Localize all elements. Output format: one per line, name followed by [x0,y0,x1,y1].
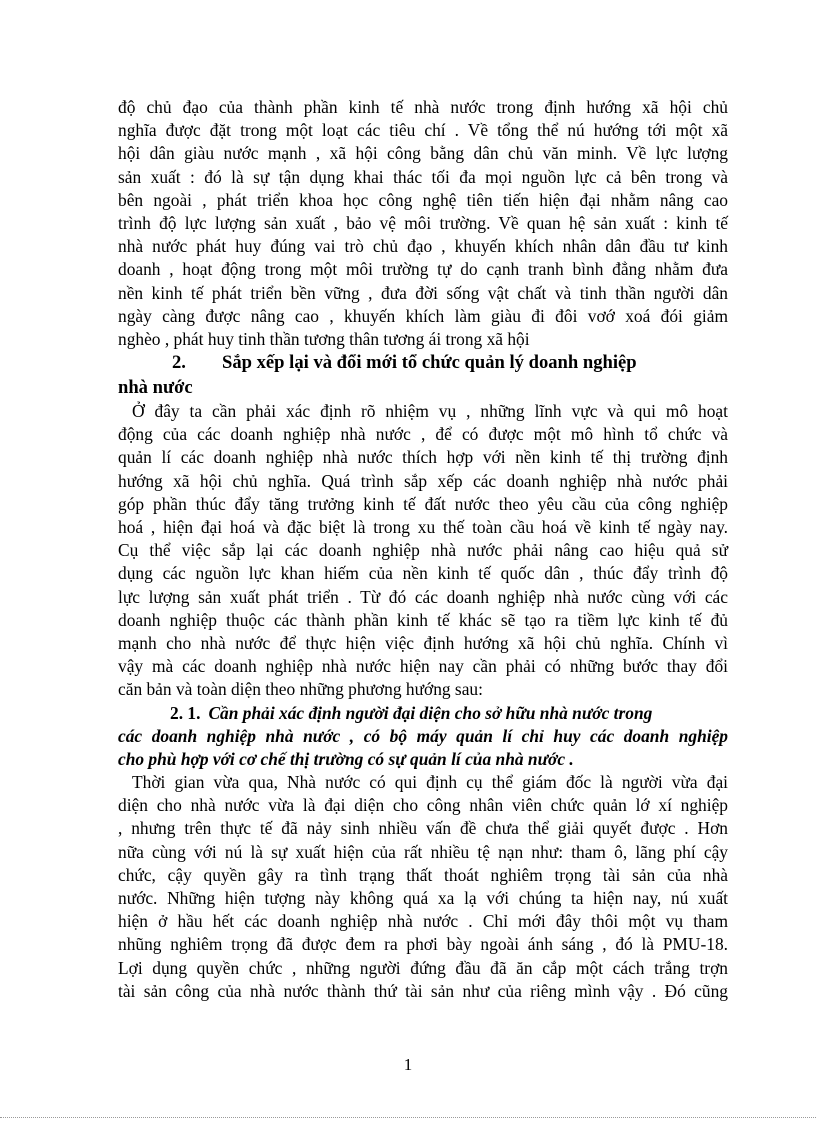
subsection-title-line [118,702,728,725]
text-line: , nhưng trên thực tế đã nảy sinh nhiều vấn đề chưa thể giải quyết được . Hơn [118,818,728,839]
text-line: lực lượng sản xuất phát triển . Từ đó các doanh nghiệp nhà nước cùng với các [118,586,728,607]
body-text [118,96,728,1003]
text-line: mạnh cho nhà nước để thực hiện việc định hướng xã hội chủ nghĩa. Chính vì [118,632,728,653]
text-line: nền kinh tế phát triển bền vững , đưa đời sống vật chất và tinh thần người dân [118,282,728,303]
text-line: nữa cùng với nú là sự xuất hiện của rất nhiều tệ nạn như: tham ô, lãng phí cậy [118,841,728,862]
text-line: dụng các nguồn lực khan hiếm của nền kinh tế quốc dân , thúc đẩy trình độ [118,563,728,584]
text-line: bên ngoài , phát triển khoa học công nghệ tiên tiến hiện đại nhằm nâng cao [118,189,728,210]
subsection-title-line: các doanh nghiệp nhà nước , có bộ máy quản lí chỉ huy các doanh nghiệp [118,725,728,746]
page-bottom-border [0,1117,816,1118]
text-line: Cụ thể việc sắp lại các doanh nghiệp nhà nước phải nâng cao hiệu quả sử [118,540,728,561]
text-line: chức, cậy quyền gây ra tình trạng thất thoát nghiêm trọng tài sản của nhà [118,864,728,885]
text-line: góp phần thúc đẩy tăng trưởng kinh tế đất nước theo yêu cầu của công nghiệp [118,493,728,514]
subsection-title: Cần phải xác định người đại diện cho sở hữu nhà nước trong [208,702,653,723]
text-line: nghĩa được đặt trong một loạt các tiêu chí . Về tổng thể nú hướng tới một xã [118,120,728,141]
subsection-number: 2. 1. [170,702,201,723]
text-line: hiện ở hầu hết các doanh nghiệp nhà nước . Chỉ mới đây thôi một vụ tham [118,911,728,932]
intro-paragraph [118,96,728,351]
text-line: tài sản công của nhà nước thành thứ tài sản như của riêng mình vậy . Đó cũng [118,980,728,1001]
text-line: Ở đây ta cần phải xác định rõ nhiệm vụ , những lĩnh vực và qui mô hoạt [132,401,728,422]
text-line: hoá , hiện đại hoá và đặc biệt là trong xu thế toàn cầu hoá về kinh tế ngày nay. [118,517,728,537]
text-line: động của các doanh nghiệp nhà nước , để có được một mô hình tổ chức và [118,424,728,445]
section-title: Sắp xếp lại và đổi mới tổ chức quản lý doanh nghiệp [222,352,637,374]
section-title-continued: nhà nước [118,376,193,398]
text-line: trình độ lực lượng sản xuất , bảo vệ môi trường. Về quan hệ sản xuất : kinh tế [118,212,728,233]
text-line: doanh , hoạt động trong một môi trường tự do cạnh tranh bình đẳng nhằm đưa [118,259,728,280]
subsection-2-1-paragraph [118,771,728,1003]
section-2-heading [118,351,728,376]
text-line: căn bản và toàn diện theo những phương hướng sau: [118,679,483,700]
text-line: doanh nghiệp thuộc các thành phần kinh tế khác sẽ tạo ra tiềm lực kinh tế đủ [118,609,728,630]
section-number: 2. [172,352,186,374]
text-line: độ chủ đạo của thành phần kinh tế nhà nước trong định hướng xã hội chủ [118,97,728,117]
text-line: Lợi dụng quyền chức , những người đứng đầu đã ăn cắp một cách trắng trợn [118,957,728,978]
subsection-2-1-heading [118,702,728,772]
page-number: 1 [403,1055,413,1074]
text-line: hướng xã hội chủ nghĩa. Quá trình sắp xếp các doanh nghiệp nhà nước phải [118,470,728,491]
text-line: ngày càng được nâng cao , khuyến khích làm giàu đi đôi vơớ xoá đói giảm [118,305,728,326]
text-line: Thời gian vừa qua, Nhà nước có qui định cụ thể giám đốc là người vừa đại [132,772,728,793]
text-line: nhà nước phát huy đúng vai trò chủ đạo , khuyến khích nhân dân đầu tư kinh [118,236,728,257]
text-line: hội dân giàu nước mạnh , xã hội công bằng dân chủ văn minh. Về lực lượng [118,143,728,164]
text-line: diện cho nhà nước vừa là đại diện cho công nhân viên chức quản lớ xí nghiệp [118,795,728,816]
text-line: nhũng nghiêm trọng đã được đem ra phơi bày ngoài ánh sáng , đó là PMU-18. [118,934,728,955]
text-line: nước. Những hiện tượng này không quá xa lạ với chúng ta hiện nay, nú xuất [118,888,728,908]
text-line: quản lí các doanh nghiệp nhà nước thích hợp với nền kinh tế thị trường định [118,447,728,468]
subsection-title-line: cho phù hợp với cơ chế thị trường có sự quản lí của nhà nước . [118,748,574,769]
text-line: vậy mà các doanh nghiệp nhà nước hiện nay cần phải có những bước thay đổi [118,656,728,677]
text-line: sản xuất : đó là sự tận dụng khai thác tối đa mọi nguồn lực cả bên trong và [118,166,728,187]
section-2-paragraph [118,400,728,701]
text-line: nghèo , phát huy tinh thần tương thân tương ái trong xã hội [118,328,530,349]
